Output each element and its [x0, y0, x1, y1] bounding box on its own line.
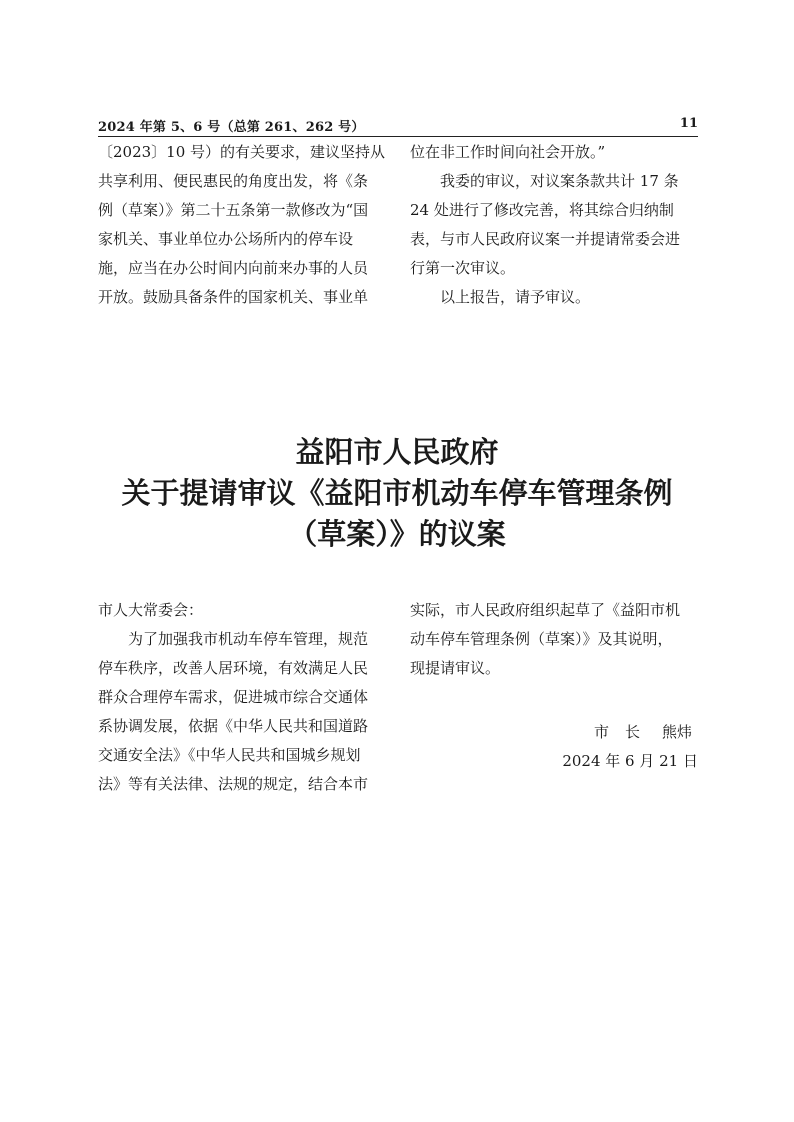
title-line-2: 关于提请审议《益阳市机动车停车管理条例 [121, 476, 673, 510]
text-line: 为了加强我市机动车停车管理，规范 [128, 630, 369, 648]
continued-right-column [410, 138, 698, 312]
text-line: 24 处进行了修改完善，将其综合归纳制 [410, 201, 674, 219]
signatory-role: 市长 [593, 723, 656, 741]
text-line: 交通安全法》《中华人民共和国城乡规划 [98, 746, 361, 764]
salutation: 市人大常委会： [98, 601, 204, 619]
header-rule [98, 136, 698, 137]
body-left-column [98, 596, 386, 799]
signature-date: 2024 年 6 月 21 日 [562, 752, 698, 770]
text-line: 法》等有关法律、法规的规定，结合本市 [98, 775, 369, 793]
text-line: 位在非工作时间向社会开放。” [410, 143, 606, 161]
issue-label: 2024 年第 5、6 号（总第 261、262 号） [98, 120, 365, 135]
title-line-3: （草案）》的议案 [288, 517, 506, 551]
body-right-column [410, 596, 698, 683]
signature-line [410, 718, 698, 747]
document-title [60, 432, 734, 555]
text-line: 施，应当在办公时间内向前来办事的人员 [98, 259, 369, 277]
title-line-1: 益阳市人民政府 [295, 435, 499, 469]
text-line: 动车停车管理条例（草案）》及其说明， [410, 630, 673, 648]
text-line: 停车秩序，改善人居环境，有效满足人民 [98, 659, 369, 677]
text-line: 家机关、事业单位办公场所内的停车设 [98, 230, 354, 248]
text-line: 系协调发展，依据《中华人民共和国道路 [98, 717, 369, 735]
text-line: 表，与市人民政府议案一并提请常委会进 [410, 230, 681, 248]
text-line: 我委的审议，对议案条款共计 17 条 [440, 172, 679, 190]
signatory-name: 熊炜 [661, 723, 692, 741]
page-header [98, 116, 698, 136]
continued-left-column [98, 138, 386, 312]
text-line: 例（草案）》第二十五条第一款修改为“国 [98, 201, 369, 219]
text-line: 群众合理停车需求，促进城市综合交通体 [98, 688, 369, 706]
text-line: 〔2023〕10 号）的有关要求，建议坚持从 [98, 143, 386, 161]
text-line: 实际，市人民政府组织起草了《益阳市机 [410, 601, 681, 619]
text-line: 共享利用、便民惠民的角度出发，将《条 [98, 172, 369, 190]
text-line: 行第一次审议。 [410, 259, 516, 277]
text-line: 以上报告，请予审议。 [440, 288, 591, 306]
text-line: 现提请审议。 [410, 659, 501, 677]
text-line: 开放。鼓励具备条件的国家机关、事业单 [98, 288, 369, 306]
page-number: 11 [679, 116, 698, 131]
